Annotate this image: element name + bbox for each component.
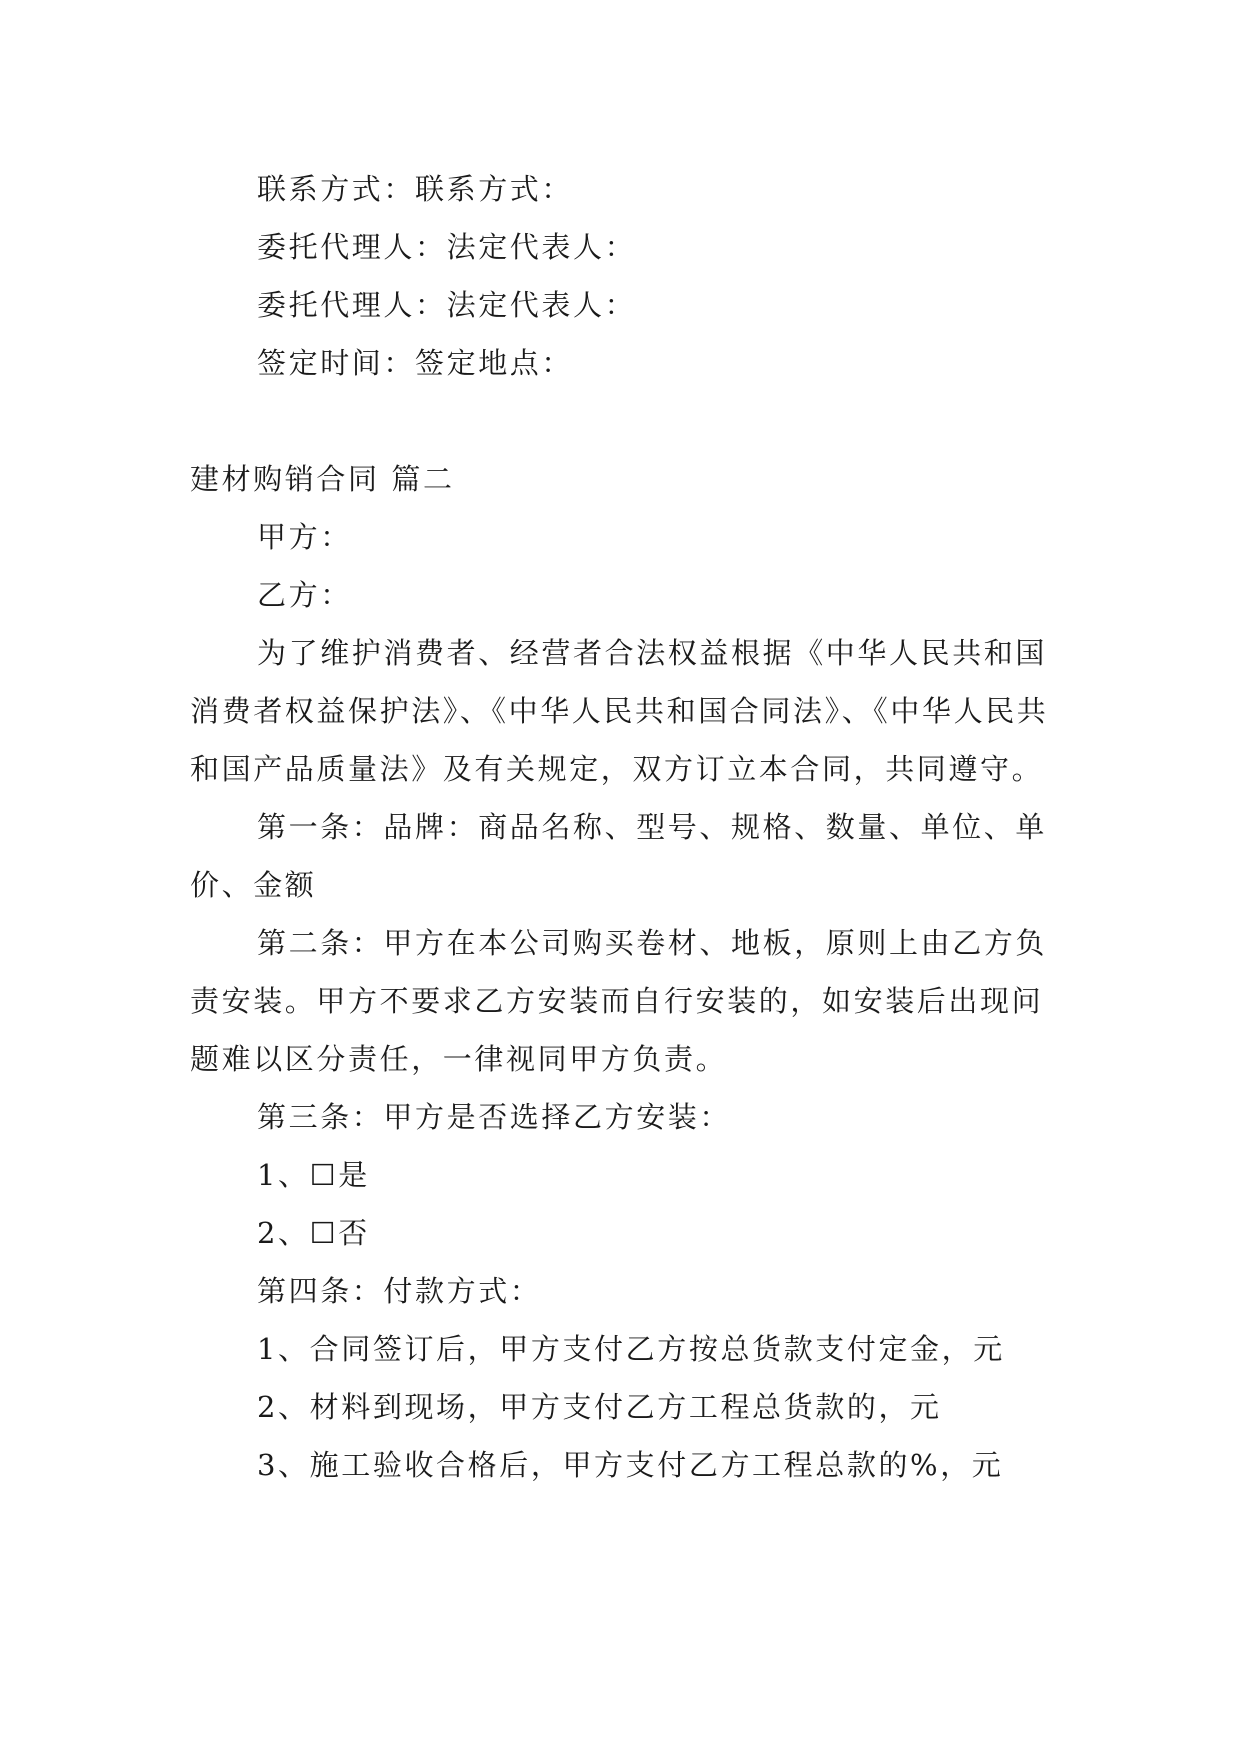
section-title: 建材购销合同 篇二	[190, 462, 455, 496]
agent-line-2: 委托代理人：法定代表人：	[257, 288, 637, 322]
party-a: 甲方：	[257, 520, 352, 554]
intro-paragraph: 为了维护消费者、经营者合法权益根据《中华人民共和国消费者权益保护法》、《中华人民共和国合同法》、《中华人民共和国产品质量法》及有关规定，双方订立本合同，共同遵守。	[190, 636, 1049, 786]
article-1: 第一条：品牌：商品名称、型号、规格、数量、单位、单价、金额	[190, 810, 1048, 902]
payment-item-2: 2、材料到现场，甲方支付乙方工程总货款的，元	[257, 1390, 942, 1424]
signing-line: 签定时间：签定地点：	[257, 346, 574, 380]
article-2: 第二条：甲方在本公司购买卷材、地板，原则上由乙方负责安装。甲方不要求乙方安装而自行安装的，如安装后出现问题难以区分责任，一律视同甲方负责。	[190, 926, 1048, 1076]
document-body	[190, 160, 1070, 1494]
contact-line: 联系方式：联系方式：	[257, 172, 574, 206]
agent-line-1: 委托代理人：法定代表人：	[257, 230, 637, 264]
option-yes: 1、☐是	[257, 1158, 370, 1192]
party-b: 乙方：	[257, 578, 352, 612]
option-no: 2、☐否	[257, 1216, 370, 1250]
article-4: 第四条：付款方式：	[257, 1274, 542, 1308]
payment-item-3: 3、施工验收合格后，甲方支付乙方工程总款的%，元	[257, 1448, 1004, 1482]
article-3: 第三条：甲方是否选择乙方安装：	[257, 1100, 732, 1134]
payment-item-1: 1、合同签订后，甲方支付乙方按总货款支付定金，元	[257, 1332, 1005, 1366]
